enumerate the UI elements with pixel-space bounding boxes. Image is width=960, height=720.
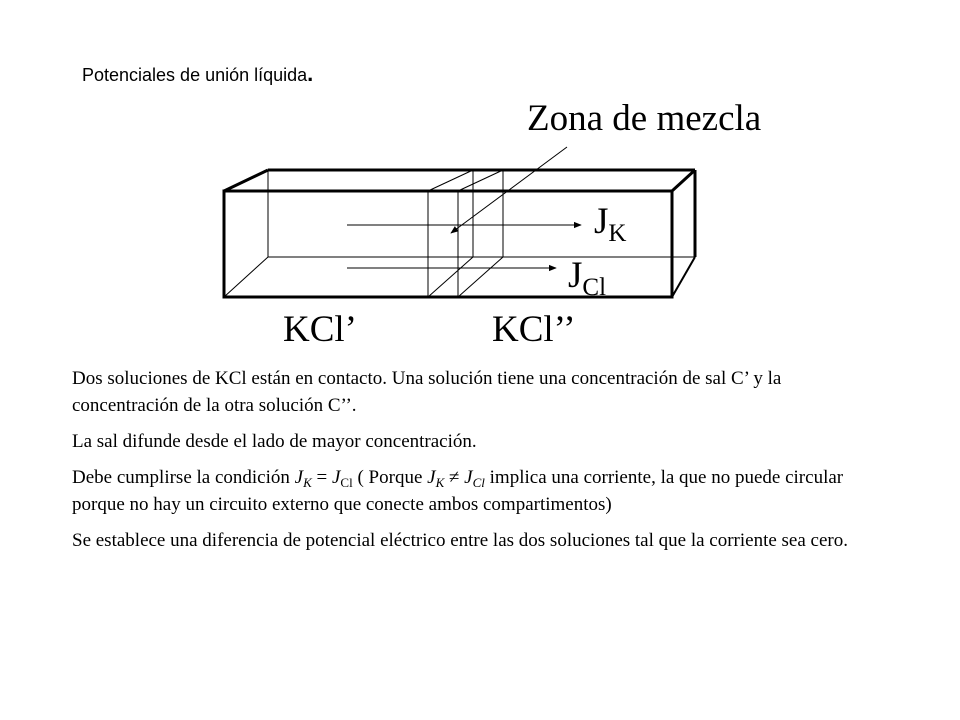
box-left-top-edge [224, 170, 268, 191]
flux-k-label: $J_K$ [594, 201, 627, 247]
paragraph-1: Dos soluciones de KCl están en contacto. Una solución tiene una concentración de sal C’ y la concentración de la otra solución C’’. [72, 368, 782, 416]
flux-cl-label: $J_{Cl}$ [568, 255, 607, 301]
paragraph-2: La sal difunde desde el lado de mayor concentración. [72, 431, 477, 452]
slide-title-text: Potenciales de unión líquida [82, 65, 308, 85]
paragraph-4: Se establece una diferencia de potencial eléctrico entre las dos soluciones tal que la corriente sea cero. [72, 530, 848, 551]
zone-label: Zona de mezcla [527, 98, 762, 139]
box-right-bottom-edge [672, 257, 695, 297]
right-solution-label: KCl’’ [492, 309, 576, 350]
box-right-top-edge [672, 170, 695, 191]
explanation-text [72, 365, 882, 563]
mixing-zone [428, 170, 503, 297]
paragraph-3: Debe cumplirse la condición $J_K = J_{Cl}$ ( Porque $J_K \ne J_{Cl}$ implica una corriente, la que no puede circular porque no hay un circuito externo que conecte ambos compartimentos) [72, 467, 844, 515]
slide-title-period: . [307, 61, 314, 86]
left-solution-label: KCl’ [283, 309, 357, 350]
box-left-bottom-edge [224, 257, 268, 297]
